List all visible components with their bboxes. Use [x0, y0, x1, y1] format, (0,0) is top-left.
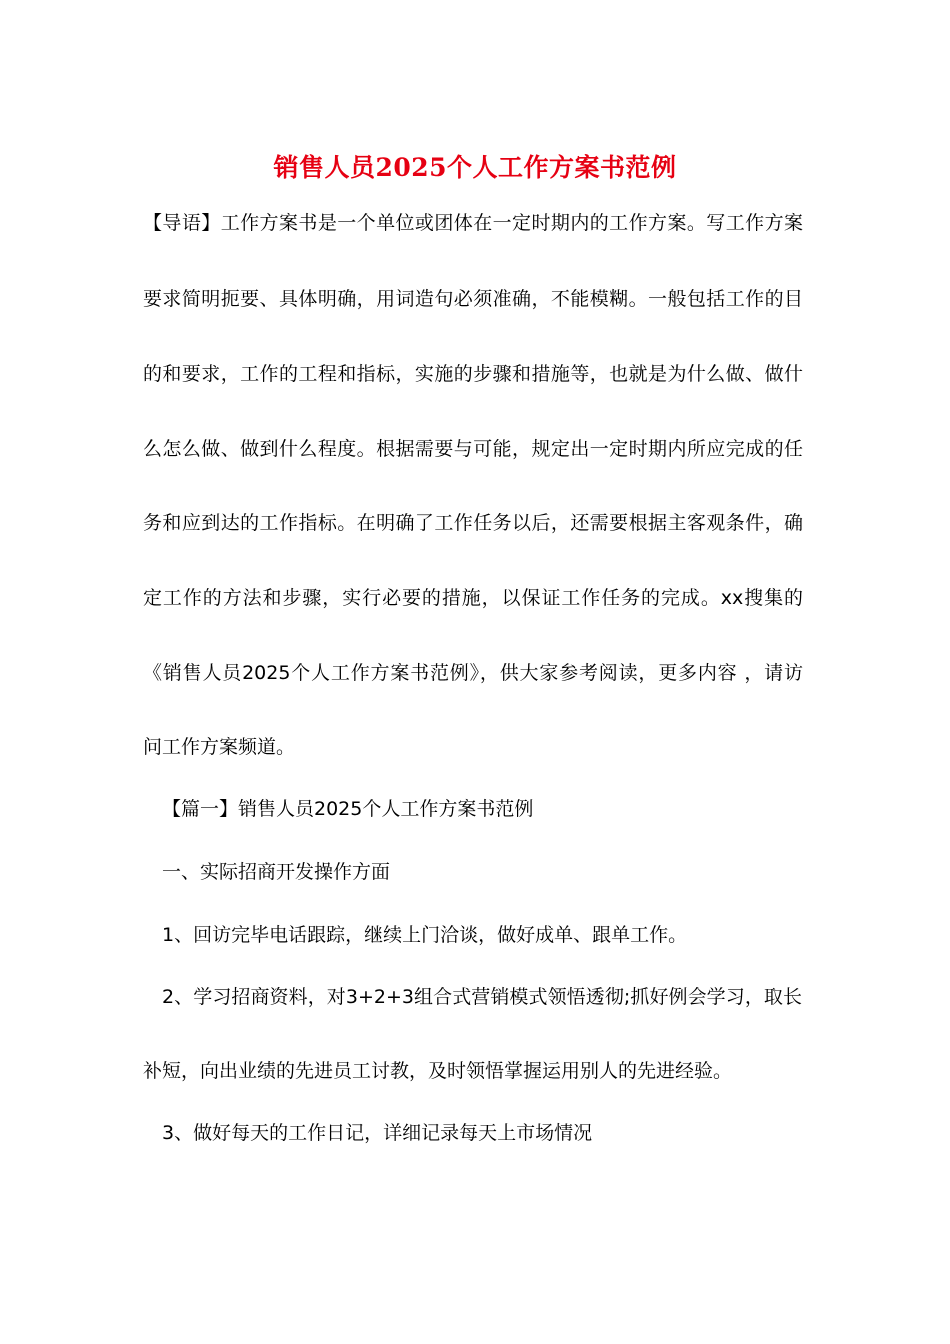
intro-line-2: 要求简明扼要、具体明确，用词造句必须准确，不能模糊。一般包括工作的目 [143, 288, 803, 310]
subsection-title: 一、实际招商开发操作方面 [162, 861, 391, 883]
section-title: 【篇一】销售人员2025个人工作方案书范例 [162, 798, 534, 820]
intro-line-7: 《销售人员2025个人工作方案书范例》，供大家参考阅读，更多内容 ，请访 [143, 662, 803, 684]
list-item-3: 3、做好每天的工作日记，详细记录每天上市场情况 [162, 1122, 593, 1144]
list-item-2: 2、学习招商资料，对3+2+3组合式营销模式领悟透彻;抓好例会学习，取长 [162, 986, 802, 1008]
intro-line-1: 【导语】工作方案书是一个单位或团体在一定时期内的工作方案。写工作方案 [143, 212, 803, 234]
intro-line-4: 么怎么做、做到什么程度。根据需要与可能，规定出一定时期内所应完成的任 [143, 438, 803, 460]
intro-line-8: 问工作方案频道。 [143, 736, 296, 758]
list-item-1: 1、回访完毕电话跟踪，继续上门洽谈，做好成单、跟单工作。 [162, 924, 688, 946]
intro-line-5: 务和应到达的工作指标。在明确了工作任务以后，还需要根据主客观条件，确 [143, 512, 803, 534]
list-item-2-continued: 补短，向出业绩的先进员工讨教，及时领悟掌握运用别人的先进经验。 [143, 1060, 733, 1082]
intro-line-6: 定工作的方法和步骤，实行必要的措施，以保证工作任务的完成。xx搜集的 [143, 587, 803, 609]
intro-line-3: 的和要求，工作的工程和指标，实施的步骤和措施等，也就是为什么做、做什 [143, 363, 803, 385]
document-title: 销售人员2025个人工作方案书范例 [273, 153, 677, 182]
